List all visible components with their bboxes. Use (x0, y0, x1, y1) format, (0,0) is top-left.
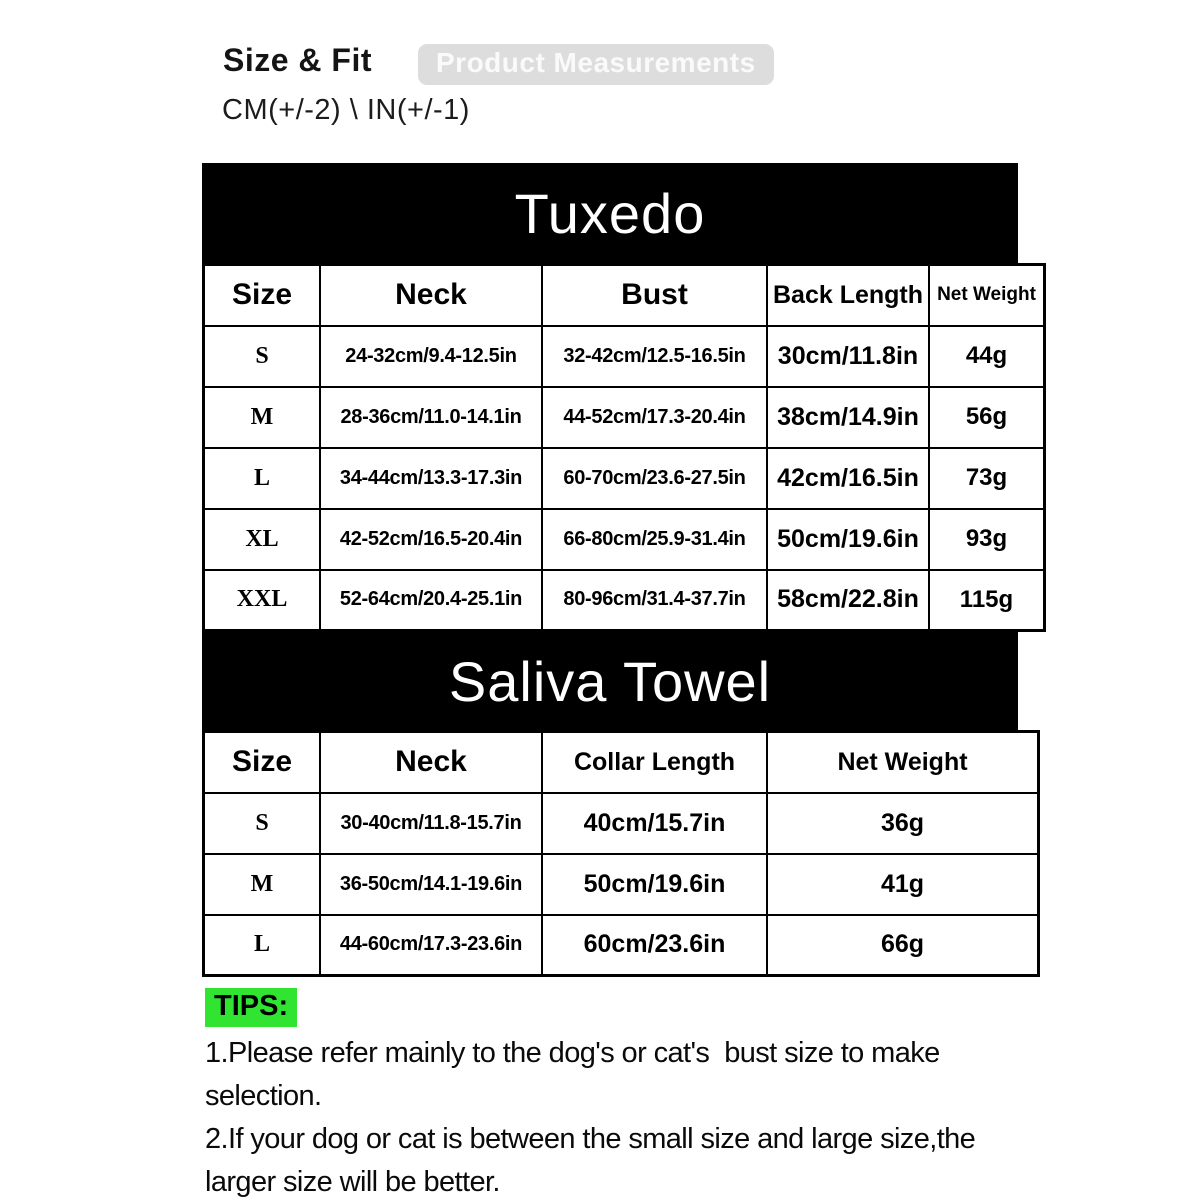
column-header-collar-length: Collar Length (542, 732, 767, 793)
measurement-cell: 24-32cm/9.4-12.5in (320, 326, 542, 387)
tips-section (205, 988, 1005, 1204)
column-header-size: Size (204, 265, 321, 326)
measurement-cell: 34-44cm/13.3-17.3in (320, 448, 542, 509)
measurement-cell: 56g (929, 387, 1045, 448)
column-header-net-weight: Net Weight (767, 732, 1039, 793)
table-row-l (204, 915, 1039, 976)
size-cell: L (204, 448, 321, 509)
size-tables (202, 163, 1036, 977)
saliva-towel-size-table (202, 730, 1040, 977)
column-header-net-weight: Net Weight (929, 265, 1045, 326)
measurement-cell: 60-70cm/23.6-27.5in (542, 448, 767, 509)
measurement-cell: 36-50cm/14.1-19.6in (320, 854, 542, 915)
tip-item-1: 1.Please refer mainly to the dog's or cat's bust size to make selection. (205, 1037, 948, 1112)
tip-item-2: 2.If your dog or cat is between the small size and large size,the larger size will be better. (205, 1123, 983, 1198)
measurement-cell: 30-40cm/11.8-15.7in (320, 793, 542, 854)
column-header-size: Size (204, 732, 321, 793)
saliva-towel-banner: Saliva Towel (202, 632, 1018, 730)
measurement-cell: 73g (929, 448, 1045, 509)
measurement-cell: 52-64cm/20.4-25.1in (320, 570, 542, 631)
measurement-cell: 115g (929, 570, 1045, 631)
measurement-cell: 44-52cm/17.3-20.4in (542, 387, 767, 448)
measurement-cell: 30cm/11.8in (767, 326, 929, 387)
table-row-xl (204, 509, 1045, 570)
measurement-cell: 50cm/19.6in (542, 854, 767, 915)
product-measurements-badge: Product Measurements (418, 44, 774, 85)
tuxedo-header-row (204, 265, 1045, 326)
table-row-s (204, 793, 1039, 854)
measurement-cell: 36g (767, 793, 1039, 854)
saliva-header-row (204, 732, 1039, 793)
measurement-cell: 58cm/22.8in (767, 570, 929, 631)
column-header-neck: Neck (320, 732, 542, 793)
measurement-cell: 50cm/19.6in (767, 509, 929, 570)
table-row-l (204, 448, 1045, 509)
measurement-cell: 80-96cm/31.4-37.7in (542, 570, 767, 631)
column-header-bust: Bust (542, 265, 767, 326)
size-cell: XXL (204, 570, 321, 631)
size-cell: S (204, 326, 321, 387)
measurement-cell: 66g (767, 915, 1039, 976)
measurement-cell: 42-52cm/16.5-20.4in (320, 509, 542, 570)
measurement-cell: 42cm/16.5in (767, 448, 929, 509)
size-cell: L (204, 915, 321, 976)
measurement-cell: 32-42cm/12.5-16.5in (542, 326, 767, 387)
column-header-neck: Neck (320, 265, 542, 326)
tuxedo-banner: Tuxedo (202, 163, 1018, 263)
size-cell: S (204, 793, 321, 854)
size-cell: M (204, 387, 321, 448)
size-cell: M (204, 854, 321, 915)
tolerance-note: CM(+/-2) \ IN(+/-1) (222, 94, 470, 126)
measurement-cell: 60cm/23.6in (542, 915, 767, 976)
measurement-cell: 66-80cm/25.9-31.4in (542, 509, 767, 570)
tuxedo-size-table (202, 263, 1046, 632)
table-row-m (204, 854, 1039, 915)
tips-label: TIPS: (205, 988, 297, 1027)
measurement-cell: 44-60cm/17.3-23.6in (320, 915, 542, 976)
column-header-back-length: Back Length (767, 265, 929, 326)
measurement-cell: 93g (929, 509, 1045, 570)
table-row-m (204, 387, 1045, 448)
table-row-xxl (204, 570, 1045, 631)
measurement-cell: 38cm/14.9in (767, 387, 929, 448)
page-title: Size & Fit (223, 42, 373, 78)
measurement-cell: 41g (767, 854, 1039, 915)
measurement-cell: 28-36cm/11.0-14.1in (320, 387, 542, 448)
measurement-cell: 40cm/15.7in (542, 793, 767, 854)
table-row-s (204, 326, 1045, 387)
size-cell: XL (204, 509, 321, 570)
measurement-cell: 44g (929, 326, 1045, 387)
